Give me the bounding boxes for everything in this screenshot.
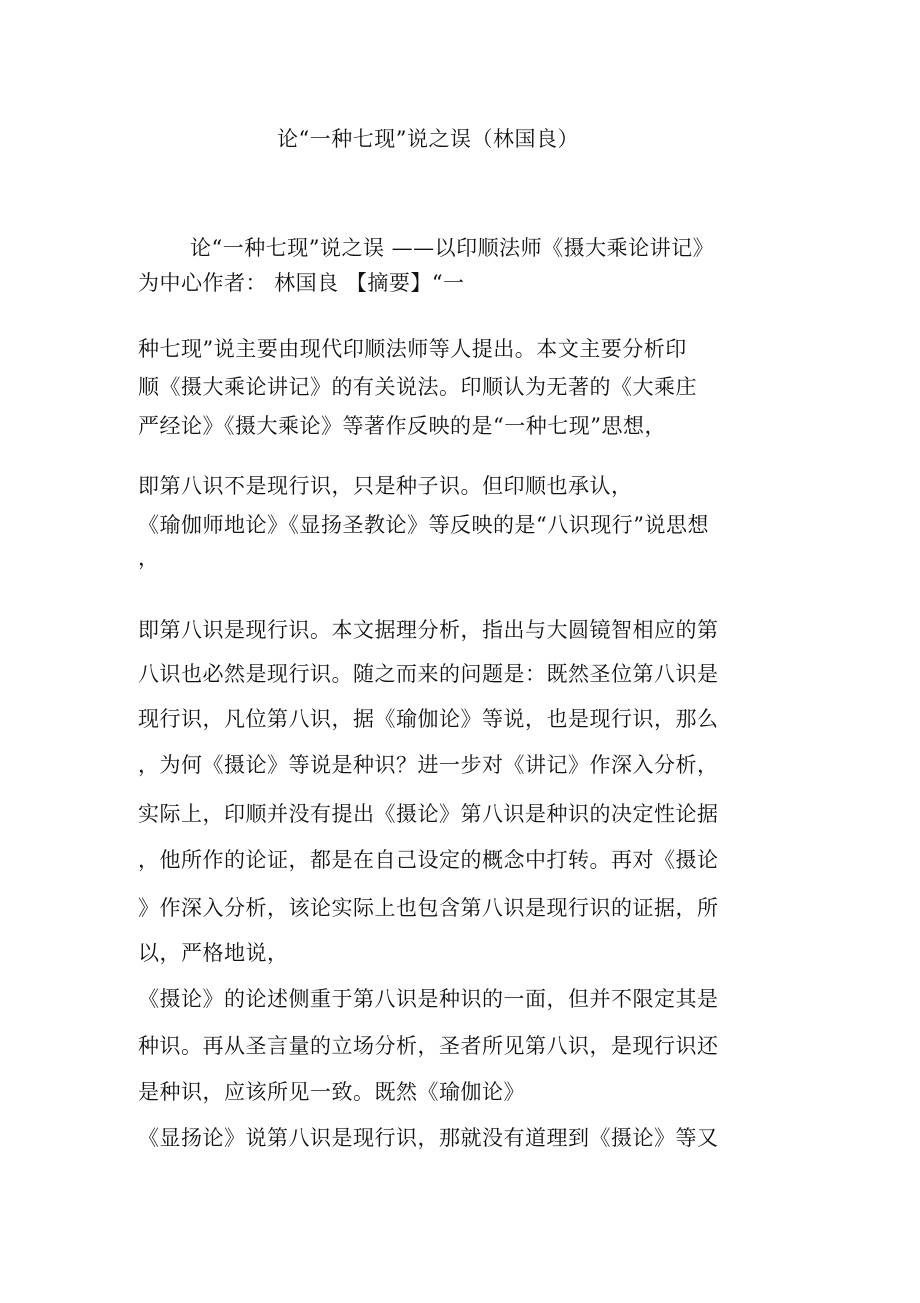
body-line: ，为何《摄论》等说是种识？进一步对《讲记》作深入分析， [138, 753, 719, 777]
subtitle-line-1: 论“一种七现”说之误 ——以印顺法师《摄大乘论讲记》 [190, 236, 715, 260]
body-line: 现行识，凡位第八识，据《瑜伽论》等说，也是现行识，那么 [138, 707, 719, 731]
subtitle-line-2: 为中心作者： 林国良 【摘要】“一 [138, 271, 465, 295]
body-line: 即第八识是现行识。本文据理分析，指出与大圆镜智相应的第 [138, 618, 719, 642]
body-line: 顺《摄大乘论讲记》的有关说法。印顺认为无著的《大乘庄 [138, 375, 697, 399]
body-line: 严经论》《摄大乘论》等著作反映的是“一种七现”思想， [138, 414, 666, 438]
body-line: ， [138, 546, 160, 570]
body-line: 《显扬论》说第八识是现行识，那就没有道理到《摄论》等又 [138, 1126, 719, 1150]
body-line: 实际上，印顺并没有提出《摄论》第八识是种识的决定性论据 [138, 802, 719, 826]
body-line: 《摄论》的论述侧重于第八识是种识的一面，但并不限定其是 [138, 987, 719, 1011]
page-title: 论“一种七现”说之误（林国良） [277, 127, 579, 151]
body-line: 种识。再从圣言量的立场分析，圣者所见第八识，是现行识还 [138, 1034, 719, 1058]
body-line: 八识也必然是现行识。随之而来的问题是：既然圣位第八识是 [138, 662, 719, 686]
body-line: 是种识，应该所见一致。既然《瑜伽论》 [138, 1080, 525, 1104]
body-line: 种七现”说主要由现代印顺法师等人提出。本文主要分析印 [138, 337, 687, 361]
body-line: 》作深入分析，该论实际上也包含第八识是现行识的证据，所 [138, 896, 719, 920]
body-line: ，他所作的论证，都是在自己设定的概念中打转。再对《摄论 [138, 848, 719, 872]
body-line: 即第八识不是现行识，只是种子识。但印顺也承认， [138, 474, 633, 498]
body-line: 以，严格地说， [138, 941, 289, 965]
body-line: 《瑜伽师地论》《显扬圣教论》等反映的是“八识现行”说思想 [138, 513, 709, 537]
